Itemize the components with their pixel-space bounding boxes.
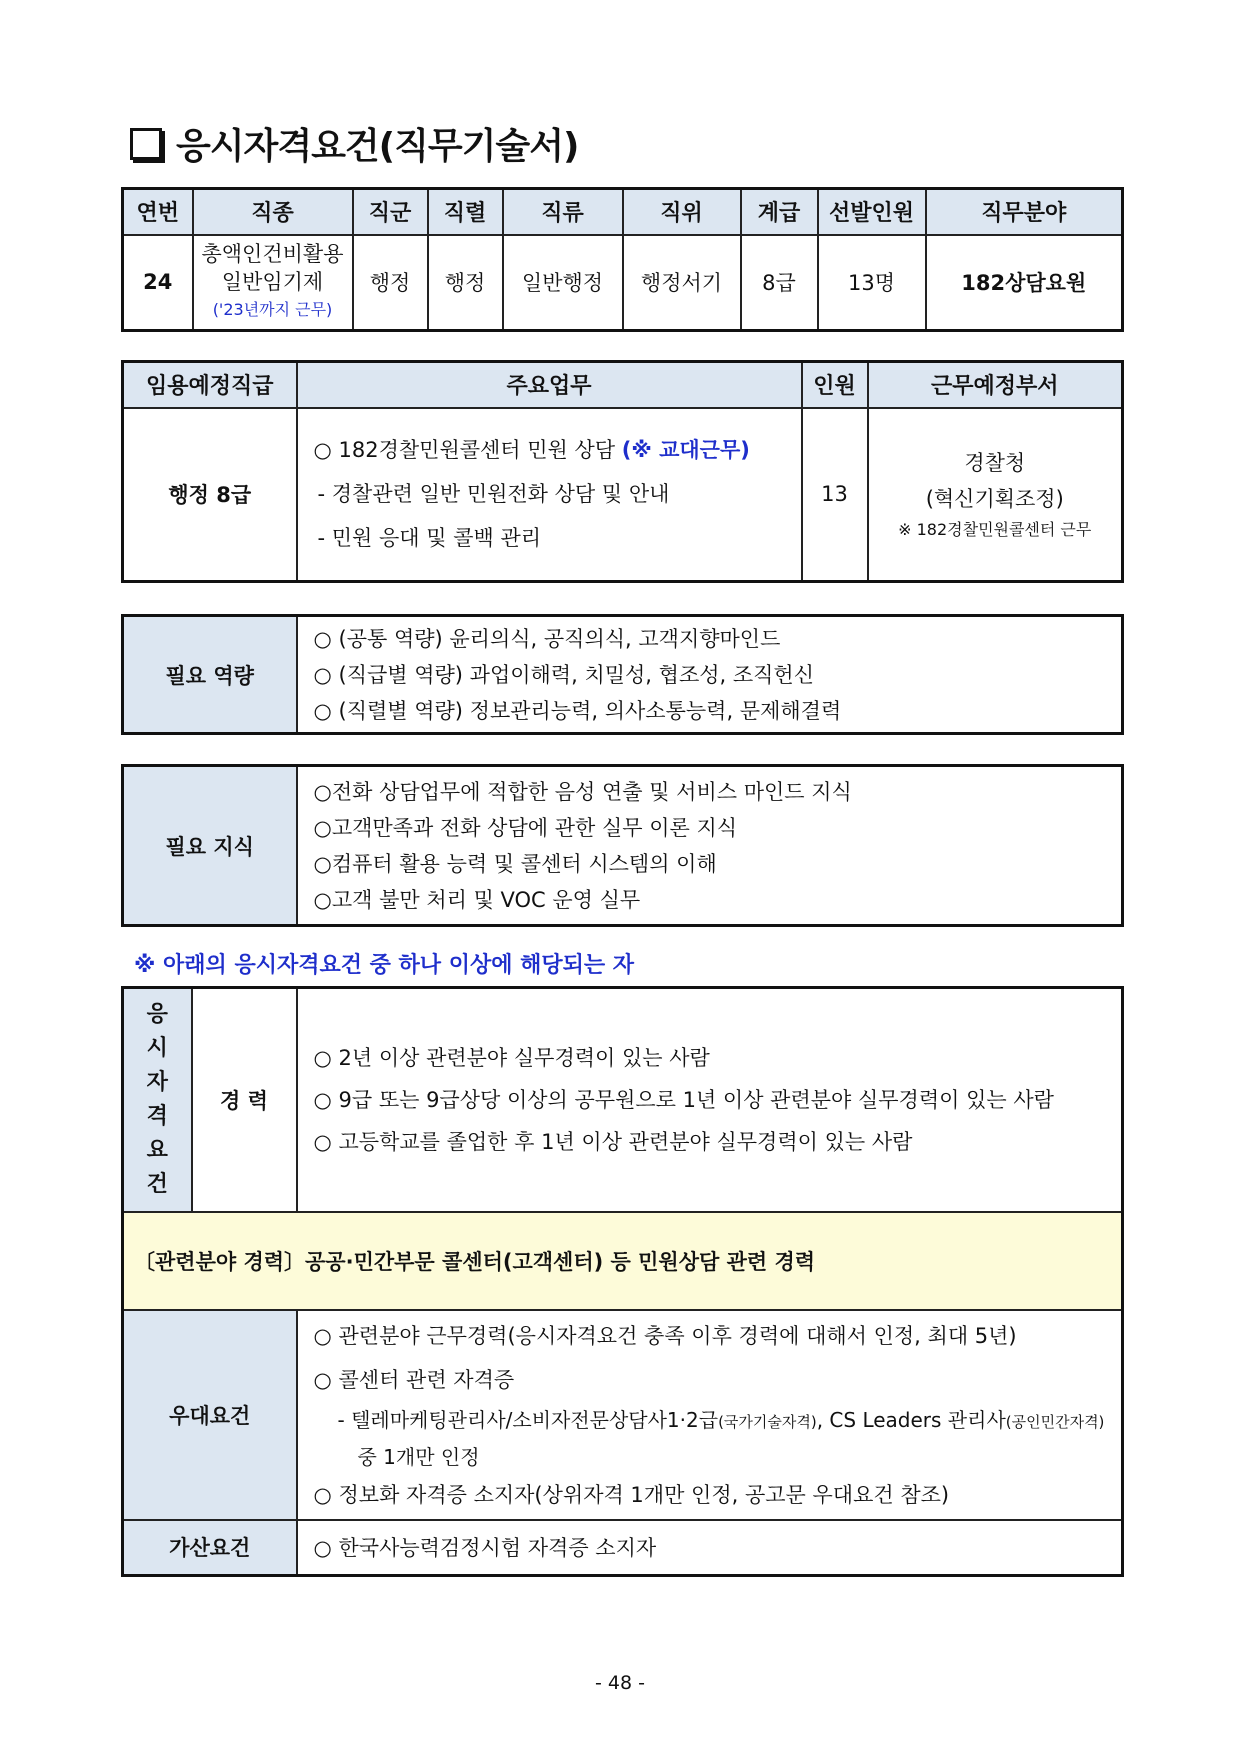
shift-work-note: (※ 교대근무) (621, 438, 750, 463)
duty-item: ○ 182경찰민원콜센터 민원 상담 (※ 교대근무) (313, 438, 750, 463)
header-series: 직렬 (428, 189, 503, 235)
duty-item: - 민원 응대 및 콜백 관리 (317, 526, 542, 551)
preference-item: ○ 관련분야 근무경력(응시자격요건 충족 이후 경력에 대해서 인정, 최대 5년) (313, 1323, 1017, 1348)
header-count: 선발인원 (818, 189, 926, 235)
career-label: 경 력 (192, 988, 297, 1212)
preference-subitem-tail: 중 1개만 인정 (357, 1444, 480, 1469)
header-field: 직무분야 (926, 189, 1123, 235)
cell-post: 행정서기 (623, 235, 741, 331)
knowledge-item: ○고객 불만 처리 및 VOC 운영 실무 (313, 887, 641, 912)
header-headcount: 인원 (802, 362, 868, 408)
knowledge-list (297, 766, 1123, 926)
cell-field: 182상담요원 (926, 235, 1123, 331)
page-title-text: 응시자격요건(직무기술서) (176, 126, 579, 167)
career-item: ○ 9급 또는 9급상당 이상의 공무원으로 1년 이상 관련분야 실무경력이 있는 사람 (313, 1087, 1054, 1112)
competency-item: ○ (직급별 역량) 과업이해력, 치밀성, 협조성, 조직헌신 (313, 662, 815, 687)
cell-no: 24 (123, 235, 193, 331)
position-table (121, 187, 1124, 332)
cell-job-type (193, 235, 353, 331)
preference-subitem: - 텔레마케팅관리사/소비자전문상담사1·2급(국가기술자격), CS Leaders 관리사(공인민간자격) (337, 1407, 1105, 1432)
cell-count: 13명 (818, 235, 926, 331)
competency-label: 필요 역량 (123, 616, 297, 734)
bonus-label: 가산요건 (123, 1520, 297, 1576)
header-dept: 근무예정부서 (868, 362, 1123, 408)
cell-headcount: 13 (802, 408, 868, 582)
competency-list (297, 616, 1123, 734)
competency-item: ○ (직렬별 역량) 정보관리능력, 의사소통능력, 문제해결력 (313, 698, 842, 723)
cell-rank: 행정 8급 (123, 408, 297, 582)
qualification-table (121, 986, 1124, 1577)
competency-table (121, 614, 1124, 735)
cell-series: 행정 (428, 235, 503, 331)
cell-group: 행정 (353, 235, 428, 331)
dept-sub: (혁신기획조정) (925, 487, 1064, 512)
knowledge-label: 필요 지식 (123, 766, 297, 926)
preference-label: 우대요건 (123, 1310, 297, 1520)
preference-item: ○ 정보화 자격증 소지자(상위자격 1개만 인정, 공고문 우대요건 참조) (313, 1482, 950, 1507)
career-item: ○ 고등학교를 졸업한 후 1년 이상 관련분야 실무경력이 있는 사람 (313, 1129, 913, 1154)
duty-table (121, 360, 1124, 583)
header-post: 직위 (623, 189, 741, 235)
page-number: - 48 - (595, 1672, 645, 1694)
page-title (130, 118, 578, 169)
knowledge-item: ○고객만족과 전화 상담에 관한 실무 이론 지식 (313, 815, 738, 840)
career-list (297, 988, 1123, 1212)
knowledge-table (121, 764, 1124, 927)
bonus-item: ○ 한국사능력검정시험 자격증 소지자 (297, 1520, 1123, 1576)
job-type-note: ('23년까지 근무) (212, 300, 333, 320)
knowledge-item: ○전화 상담업무에 적합한 음성 연출 및 서비스 마인드 지식 (313, 779, 852, 804)
preference-list (297, 1310, 1123, 1520)
career-item: ○ 2년 이상 관련분야 실무경력이 있는 사람 (313, 1045, 710, 1070)
job-type-line2: 일반임기제 (221, 270, 324, 295)
cell-duties (297, 408, 802, 582)
header-category: 직류 (503, 189, 623, 235)
dept-note: ※ 182경찰민원콜센터 근무 (898, 520, 1092, 540)
checkbox-square-icon (130, 128, 162, 160)
header-rank: 임용예정직급 (123, 362, 297, 408)
cell-dept (868, 408, 1123, 582)
knowledge-item: ○컴퓨터 활용 능력 및 콜센터 시스템의 이해 (313, 851, 717, 876)
qualification-vertical-label: 응 시 자 격 요 건 (123, 988, 192, 1212)
cell-grade: 8급 (741, 235, 818, 331)
related-field-row: 〔관련분야 경력〕공공·민간부문 콜센터(고객센터) 등 민원상담 관련 경력 (123, 1212, 1123, 1310)
preference-item: ○ 콜센터 관련 자격증 (313, 1367, 515, 1392)
header-duties: 주요업무 (297, 362, 802, 408)
header-group: 직군 (353, 189, 428, 235)
competency-item: ○ (공통 역량) 윤리의식, 공직의식, 고객지향마인드 (313, 626, 781, 651)
header-job-type: 직종 (193, 189, 353, 235)
duty-item: - 경찰관련 일반 민원전화 상담 및 안내 (317, 482, 670, 507)
header-grade: 계급 (741, 189, 818, 235)
cell-category: 일반행정 (503, 235, 623, 331)
qualification-notice: ※ 아래의 응시자격요건 중 하나 이상에 해당되는 자 (134, 953, 635, 978)
job-type-line1: 총액인건비활용 (201, 242, 344, 267)
dept-name: 경찰청 (964, 451, 1026, 476)
header-no: 연번 (123, 189, 193, 235)
